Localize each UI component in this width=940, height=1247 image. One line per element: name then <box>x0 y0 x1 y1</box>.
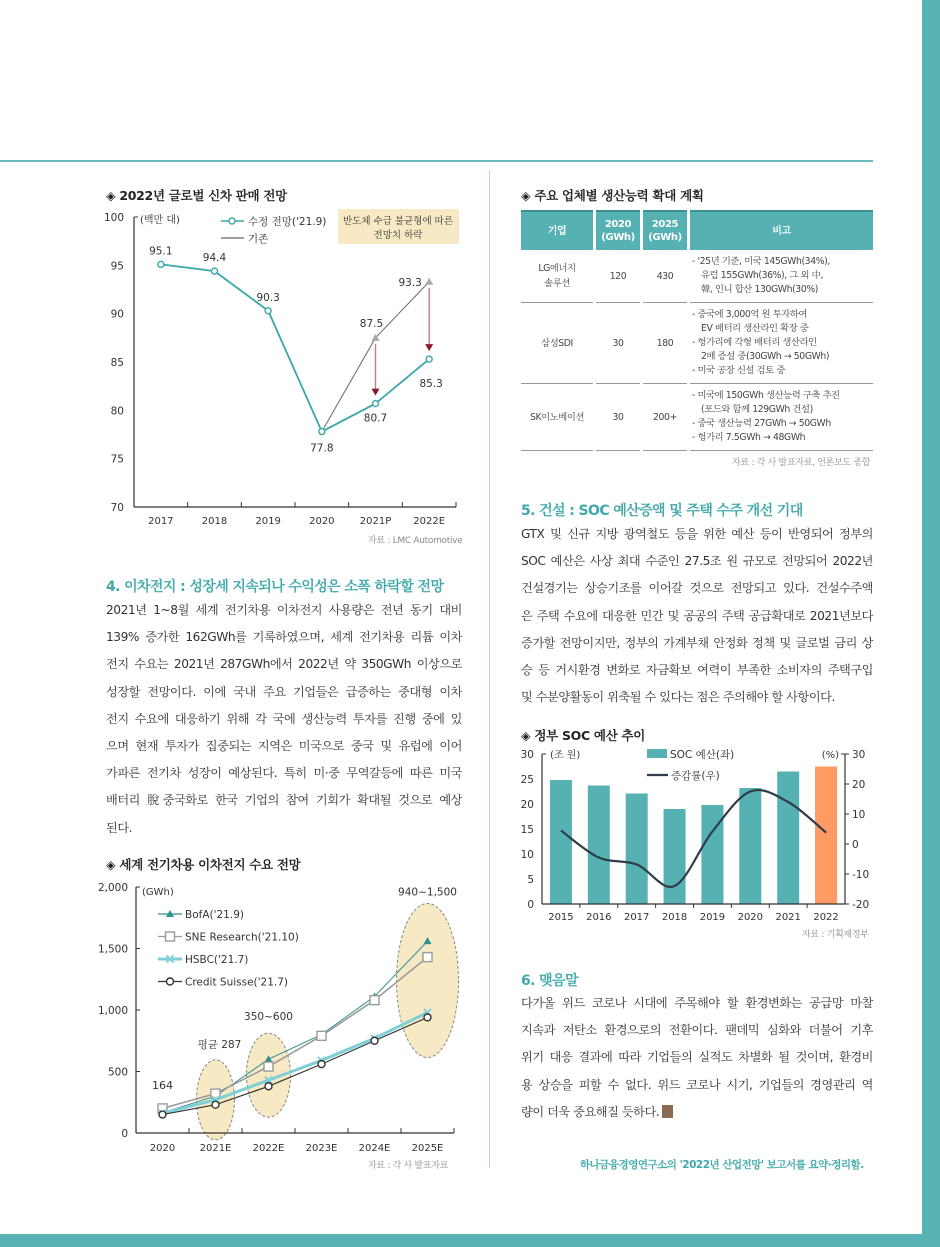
legend-label: BofA('21.9) <box>185 909 244 921</box>
company-cell <box>521 384 593 451</box>
left-tick-label: 10 <box>520 849 534 861</box>
paragraph-line: 2021년 1~8월 세계 전기차용 이차전지 사용량은 전년 동기 대비 <box>106 603 462 617</box>
battery-chart-title: ◈ 세계 전기차용 이차전지 수요 전망 <box>106 857 301 872</box>
hana-logo-icon <box>662 1105 673 1118</box>
data-label: 94.4 <box>202 252 227 265</box>
header-2020-year: 2020 <box>604 219 632 230</box>
table-body <box>521 250 873 451</box>
series-marker <box>370 996 379 1005</box>
note-line: EV 배터리 생산라인 확장 중 <box>701 323 809 334</box>
series-marker <box>317 1031 326 1040</box>
left-tick-label: 20 <box>520 799 534 811</box>
soc-budget-chart <box>505 742 880 927</box>
y-tick-label: 2,000 <box>97 882 128 894</box>
y-tick-label: 70 <box>110 502 124 514</box>
right-tick-label: 0 <box>852 839 859 851</box>
battery-demand-chart <box>96 876 471 1156</box>
series-marker <box>265 1083 272 1090</box>
legend-line-label: 증감률(우) <box>671 770 720 782</box>
summary-credit: 하나금융경영연구소의 '2022년 산업전망' 보고서를 요약·정리함. <box>580 1159 864 1171</box>
paragraph-line: SOC 예산은 사상 최대 수준인 27.5조 원 규모로 전망되어 2022년 <box>521 554 873 569</box>
section5-title: 5. 건설 : SOC 예산증액 및 주택 수주 개선 기대 <box>521 503 803 519</box>
paragraph-line: 건설경기는 상승기조를 이어갈 것으로 전망되고 있다. 건설수주액 <box>521 581 873 596</box>
header-2020 <box>596 210 640 250</box>
budget-bar <box>588 786 610 905</box>
notes-cell <box>690 303 873 384</box>
downgrade-arrow-head <box>372 389 380 396</box>
section6-title: 6. 맺음말 <box>521 973 578 989</box>
series-revised-line <box>161 264 429 431</box>
paragraph-line: 성장할 전망이다. 이에 국내 주요 기업들은 급증하는 중대형 이차 <box>106 684 462 699</box>
header-company <box>521 210 593 250</box>
header-2025 <box>643 210 687 250</box>
x-tick-label: 2018 <box>661 912 688 923</box>
legend-label: SNE Research('21.10) <box>185 931 299 944</box>
data-label: 93.3 <box>398 276 422 289</box>
notes-cell <box>690 250 873 303</box>
right-tick-label: -20 <box>852 899 870 911</box>
y-axis-unit: (백만 대) <box>140 215 180 226</box>
capacity-table <box>518 210 876 451</box>
table-title: ◈ 주요 업체별 생산능력 확대 계획 <box>521 188 704 203</box>
downgrade-arrow-head <box>425 344 433 351</box>
header-company-label: 기업 <box>547 225 567 237</box>
right-tick-label: 20 <box>852 779 866 791</box>
table-row <box>521 303 873 384</box>
budget-bar <box>777 772 799 905</box>
budget-bar <box>739 788 761 904</box>
table-source: 자료 : 각 사 발표자료, 언론보도 종합 <box>732 458 871 468</box>
left-tick-label: 30 <box>520 749 534 761</box>
right-tick-label: -10 <box>852 869 870 881</box>
header-notes-label: 비고 <box>772 225 791 237</box>
annotation-label: 350~600 <box>244 1011 293 1024</box>
left-tick-label: 25 <box>520 774 534 786</box>
sales-forecast-chart <box>96 205 471 545</box>
series-marker <box>423 953 432 962</box>
data-label: 95.1 <box>149 245 173 258</box>
company-name: 삼성SDI <box>541 337 573 349</box>
table-row <box>521 384 873 451</box>
capacity-2025-cell: 200+ <box>643 384 687 451</box>
series-revised-marker <box>426 356 432 362</box>
x-tick-label: 2022 <box>813 912 839 923</box>
header-notes <box>690 210 873 250</box>
paragraph-line: 위기 대응 결과에 따라 기업들의 실적도 차별화 될 것이며, 환경비 <box>521 1050 873 1065</box>
series-marker <box>371 1037 378 1044</box>
page-frame-right <box>922 0 940 1247</box>
paragraph-line: 용 상승을 피할 수 없다. 위드 코로나 시기, 기업들의 경영관리 역 <box>521 1077 873 1092</box>
paragraph-line: 전지 수요는 2021년 287GWh에서 2022년 약 350GWh 이상으로 <box>106 657 462 672</box>
paragraph-line: 량이 더욱 중요해질 듯하다. <box>521 1099 873 1126</box>
series-revised-marker <box>319 429 325 435</box>
annotation-label: 평균 287 <box>197 1038 242 1051</box>
capacity-2025-cell: 180 <box>643 303 687 384</box>
x-tick-label: 2024E <box>358 1143 391 1154</box>
sales-chart-title: ◈ 2022년 글로벌 신차 판매 전망 <box>106 188 287 203</box>
note-line: - 미국에 150GWh 생산능력 구축 추진 <box>692 390 840 401</box>
x-tick-label: 2019 <box>255 516 281 527</box>
x-tick-label: 2018 <box>201 516 228 527</box>
paragraph-line: 배터리 脫중국화로 한국 기업의 참여 기회가 확대될 것으로 예상 <box>106 793 462 808</box>
x-tick-label: 2021 <box>775 912 801 923</box>
series-marker <box>159 1111 166 1118</box>
x-tick-label: 2020 <box>737 912 764 923</box>
y-tick-label: 80 <box>110 405 124 418</box>
y-tick-label: 90 <box>110 308 124 321</box>
x-tick-label: 2022E <box>252 1143 285 1154</box>
page-frame-bottom <box>0 1234 940 1247</box>
x-tick-label: 2020 <box>149 1143 176 1154</box>
series-revised-marker <box>212 268 218 274</box>
notes-cell <box>690 384 873 451</box>
header-2025-unit: (GWh) <box>648 232 682 243</box>
section4-title: 4. 이차전지 : 성장세 지속되나 수익성은 소폭 하락할 전망 <box>106 579 444 595</box>
paragraph-line: 으며 현재 투자가 집중되는 지역은 미국으로 중국 및 유럽에 이어 <box>106 739 462 754</box>
series-marker <box>212 1101 219 1108</box>
paragraph-line: 증가할 전망이지만, 정부의 가계부채 안정화 정책 및 글로벌 금리 상 <box>521 635 873 650</box>
legend-revised-label: 수정 전망('21.9) <box>248 216 327 228</box>
annotation-line: 반도체 수급 불균형에 따른 <box>342 216 454 227</box>
legend-label: HSBC('21.7) <box>185 954 249 966</box>
company-cell <box>521 303 593 384</box>
y-tick-label: 0 <box>121 1128 128 1140</box>
paragraph-line: 139% 증가한 162GWh를 기록하였으며, 세계 전기차용 리튬 이차 <box>106 630 462 645</box>
note-line: 2배 증설 중(30GWh → 50GWh) <box>701 351 830 362</box>
note-line: (포드와 함께 129GWh 건설) <box>701 404 813 415</box>
section5-body <box>521 521 873 711</box>
legend-marker <box>167 978 174 985</box>
legend-label: Credit Suisse('21.7) <box>185 976 289 989</box>
y-tick-label: 1,000 <box>97 1005 128 1017</box>
paragraph-line: 지속과 저탄소 환경으로의 전환이다. 팬데믹 심화와 더불어 기후 <box>521 1023 873 1038</box>
annotation-label: 164 <box>152 1078 173 1092</box>
right-axis-unit: (%) <box>821 750 839 761</box>
note-line: - 헝가리 7.5GWh → 48GWh <box>692 432 806 443</box>
capacity-2020-cell: 120 <box>596 250 640 303</box>
paragraph-line: GTX 및 신규 지방 광역철도 등을 위한 예산 등이 반영되어 정부의 <box>521 527 873 541</box>
company-cell <box>521 250 593 303</box>
series-marker <box>424 1014 431 1021</box>
y-tick-label: 85 <box>110 357 124 369</box>
header-2020-unit: (GWh) <box>601 232 635 243</box>
paragraph-line: 및 수분양활동이 위축될 수 있다는 점은 주의해야 할 사항이다. <box>521 690 835 705</box>
capacity-2025-cell: 430 <box>643 250 687 303</box>
legend-marker <box>166 932 175 941</box>
paragraph-line: 된다. <box>106 820 133 835</box>
data-label: 90.3 <box>256 291 280 304</box>
capacity-2020-cell: 30 <box>596 303 640 384</box>
right-tick-label: 30 <box>852 749 866 761</box>
x-tick-label: 2021P <box>359 516 392 527</box>
annotation-label: 940~1,500 <box>398 886 457 899</box>
series-original-marker <box>425 278 433 285</box>
section4-body <box>106 597 462 842</box>
left-tick-label: 15 <box>520 824 534 836</box>
y-tick-label: 95 <box>110 260 124 273</box>
legend-original-label: 기존 <box>248 233 269 245</box>
x-tick-label: 2020 <box>309 516 335 527</box>
x-tick-label: 2021E <box>199 1143 232 1154</box>
legend-revised-marker <box>229 218 235 224</box>
sales-chart-source: 자료 : LMC Automotive <box>368 536 463 546</box>
x-tick-label: 2019 <box>699 912 726 923</box>
budget-bar <box>815 767 837 905</box>
data-label: 85.3 <box>419 378 443 391</box>
right-tick-label: 10 <box>852 809 866 821</box>
paragraph-line: 다가올 위드 코로나 시대에 주목해야 할 환경변화는 공급망 마찰 <box>521 996 873 1010</box>
highlight-2025 <box>397 903 459 1057</box>
left-tick-label: 0 <box>527 899 534 911</box>
table-header-row <box>521 210 873 250</box>
note-line: - '25년 기준, 미국 145GWh(34%), <box>692 256 830 267</box>
data-label: 80.7 <box>363 412 388 425</box>
company-name: 솔루션 <box>544 278 570 289</box>
note-line: - 미국 공장 신설 검토 중 <box>692 365 785 376</box>
note-line: - 헝가리에 각형 배터리 생산라인 <box>692 337 817 348</box>
paragraph-line: 가파른 전기차 성장이 예상된다. 특히 미·중 무역갈등에 따른 미국 <box>106 766 462 781</box>
y-tick-label: 1,500 <box>97 943 128 956</box>
x-tick-label: 2023E <box>305 1143 338 1154</box>
left-axis-unit: (조 원) <box>550 750 581 761</box>
note-line: 유럽 155GWh(36%), 그 외 中, <box>701 270 824 281</box>
note-line: - 중국에 3,000억 원 투자하여 <box>692 309 808 320</box>
soc-chart-title: ◈ 정부 SOC 예산 추이 <box>521 728 646 743</box>
column-divider <box>489 170 490 1168</box>
annotation-line: 전망치 하락 <box>373 230 423 241</box>
capacity-2020-cell: 30 <box>596 384 640 451</box>
legend-bar-label: SOC 예산(좌) <box>670 749 735 761</box>
paragraph-line: 승 등 거시환경 변화로 자금확보 여력이 부족한 소비자의 주택구입 <box>521 663 873 678</box>
budget-bar <box>664 809 686 904</box>
budget-bar <box>550 780 572 904</box>
series-revised-marker <box>265 308 271 314</box>
company-name: SK이노베이션 <box>529 411 585 423</box>
budget-bar <box>626 794 648 905</box>
y-tick-label: 500 <box>107 1066 128 1079</box>
header-2025-year: 2025 <box>651 219 679 230</box>
series-revised-marker <box>373 401 379 407</box>
y-tick-label: 100 <box>103 212 124 224</box>
table-row <box>521 250 873 303</box>
series-revised-marker <box>158 261 164 267</box>
paragraph-line: 전지 수요에 대응하기 위해 각 국에 생산능력 투자를 진행 중에 있 <box>106 711 462 726</box>
paragraph-line: 은 주택 수요에 대응한 민간 및 공공의 주택 공급확대로 2021년보다 <box>521 608 873 623</box>
battery-chart-source: 자료 : 각 사 발표자료 <box>368 1161 449 1171</box>
x-tick-label: 2015 <box>548 912 574 923</box>
x-tick-label: 2022E <box>413 516 446 527</box>
series-marker <box>318 1061 325 1068</box>
y-axis-unit: (GWh) <box>142 887 174 898</box>
note-line: 韓, 인니 합산 130GWh(30%) <box>701 284 818 295</box>
data-label: 87.5 <box>359 317 384 330</box>
section6-body <box>521 990 873 1126</box>
x-tick-label: 2016 <box>586 912 612 923</box>
legend-bar-swatch <box>647 749 667 758</box>
company-name: LG에너지 <box>538 263 576 274</box>
left-tick-label: 5 <box>527 874 534 886</box>
note-line: - 중국 생산능력 27GWh → 50GWh <box>692 418 831 429</box>
capacity-table-wrap <box>518 210 876 451</box>
x-tick-label: 2025E <box>411 1143 444 1154</box>
top-divider <box>0 160 873 162</box>
x-tick-label: 2017 <box>623 912 650 923</box>
series-marker <box>264 1062 273 1071</box>
data-label: 77.8 <box>310 442 334 455</box>
soc-chart-source: 자료 : 기획재정부 <box>802 930 869 940</box>
x-tick-label: 2017 <box>148 516 174 527</box>
y-tick-label: 75 <box>110 453 124 466</box>
